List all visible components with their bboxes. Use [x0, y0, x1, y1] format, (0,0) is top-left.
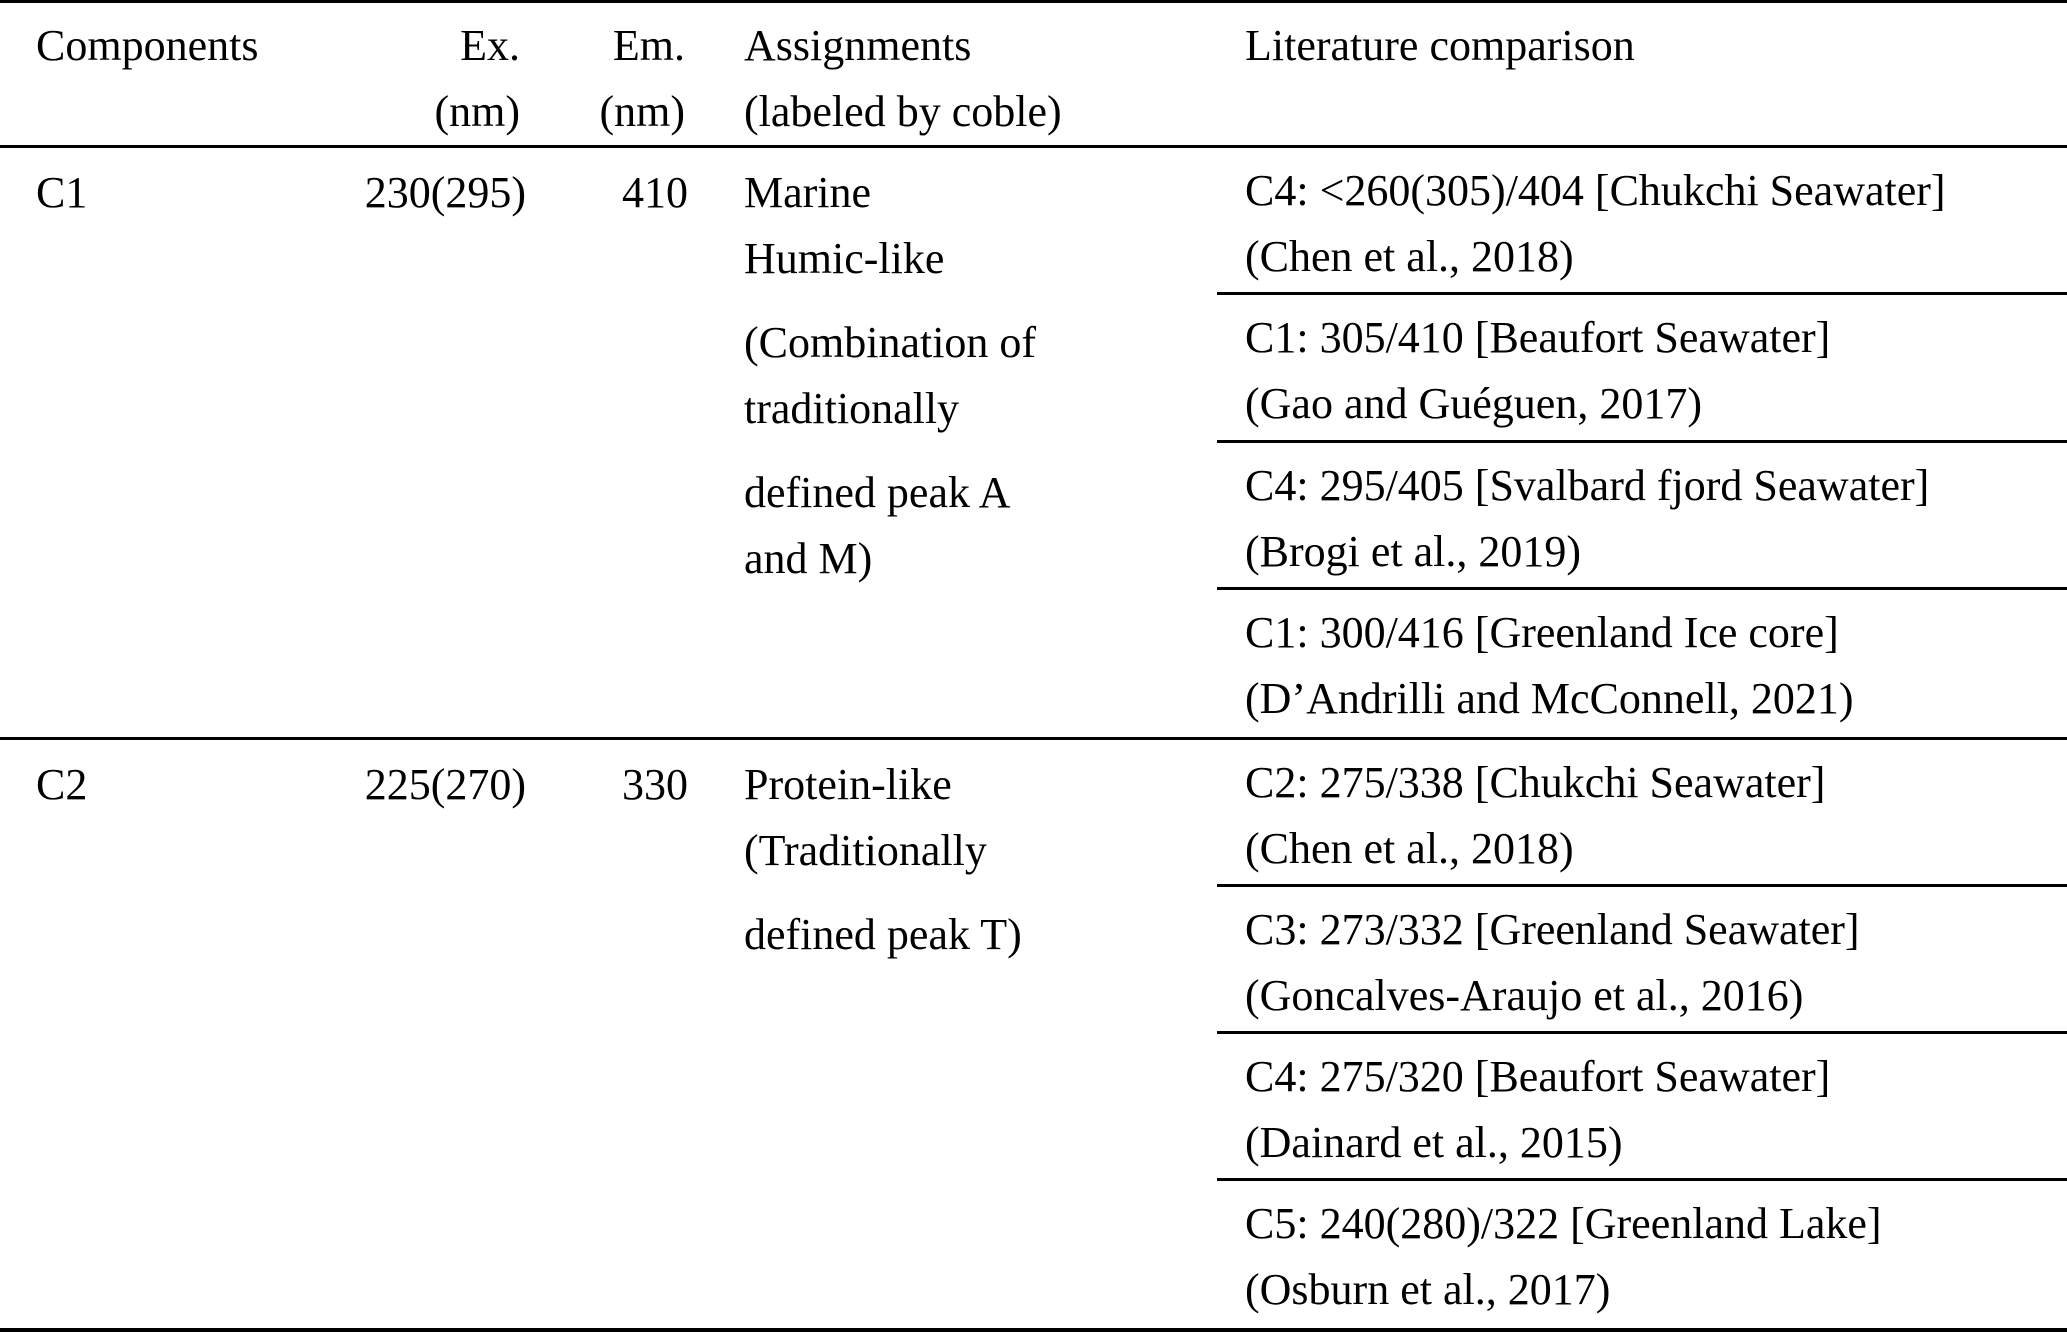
component-id: C2 [36, 760, 88, 809]
header-em [526, 13, 691, 145]
table-row-c1 [0, 148, 2067, 740]
c2-literature-entry-2 [1217, 887, 2067, 1034]
header-assignments-sublabel: (labeled by coble) [744, 87, 1062, 136]
table-header-row [0, 3, 2067, 148]
assignment-line: (Combination of [744, 318, 1037, 367]
c1-component-cell [0, 148, 290, 737]
assignment-line: Marine [744, 168, 872, 217]
ex-value: 230(295) [364, 168, 526, 217]
assignment-line: Protein-like [744, 760, 952, 809]
assignment-group [744, 160, 1217, 292]
header-literature [1217, 13, 2067, 145]
header-ex-label: Ex. [460, 21, 520, 70]
assignment-line: traditionally [744, 384, 960, 433]
literature-citation: (D’Andrilli and McConnell, 2021) [1245, 673, 1854, 723]
literature-ref: C4: 275/320 [Beaufort Seawater] [1245, 1052, 1831, 1101]
literature-citation: (Osburn et al., 2017) [1245, 1265, 1611, 1314]
literature-ref: C5: 240(280)/322 [Greenland Lake] [1245, 1199, 1882, 1248]
c2-assignment-cell [691, 740, 1217, 1328]
literature-citation: (Goncalves-Araujo et al., 2016) [1245, 971, 1804, 1020]
c1-literature-entry-1 [1217, 148, 2067, 295]
assignment-line: and M) [744, 534, 873, 583]
c2-literature-entry-3 [1217, 1034, 2067, 1181]
c1-literature-entry-4 [1217, 590, 2067, 737]
c1-ex-cell [290, 148, 526, 737]
literature-ref: C1: 300/416 [Greenland Ice core] [1245, 607, 1839, 657]
component-id: C1 [36, 168, 88, 217]
c2-ex-cell [290, 740, 526, 1328]
literature-citation: (Gao and Guéguen, 2017) [1245, 379, 1702, 429]
em-value: 410 [622, 168, 688, 217]
c2-component-cell [0, 740, 290, 1328]
c1-assignment-cell [691, 148, 1217, 737]
c2-literature-entry-4 [1217, 1181, 2067, 1328]
literature-ref: C4: 295/405 [Svalbard fjord Seawater] [1245, 460, 1930, 510]
literature-citation: (Brogi et al., 2019) [1245, 526, 1582, 576]
assignment-group [744, 310, 1217, 442]
assignment-group [744, 752, 1217, 884]
literature-citation: (Chen et al., 2018) [1245, 824, 1574, 873]
ex-value: 225(270) [364, 760, 526, 809]
assignment-line: defined peak A [744, 468, 1011, 517]
assignment-group [744, 460, 1217, 592]
literature-ref: C4: <260(305)/404 [Chukchi Seawater] [1245, 166, 1946, 215]
em-value: 330 [622, 760, 688, 809]
literature-ref: C2: 275/338 [Chukchi Seawater] [1245, 758, 1826, 807]
literature-citation: (Dainard et al., 2015) [1245, 1118, 1623, 1167]
header-components-label: Components [36, 21, 259, 70]
c2-em-cell [526, 740, 691, 1328]
literature-citation: (Chen et al., 2018) [1245, 232, 1574, 281]
literature-ref: C1: 305/410 [Beaufort Seawater] [1245, 313, 1831, 363]
header-assignments [691, 13, 1217, 145]
assignment-line: Humic-like [744, 234, 945, 283]
header-assignments-label: Assignments [744, 21, 972, 70]
header-literature-label: Literature comparison [1245, 21, 1635, 70]
assignment-line: defined peak T) [744, 910, 1022, 959]
assignment-group [744, 902, 1217, 968]
c1-literature-entry-2 [1217, 295, 2067, 442]
header-ex [290, 13, 526, 145]
literature-ref: C3: 273/332 [Greenland Seawater] [1245, 905, 1860, 954]
header-ex-unit: (nm) [434, 87, 520, 136]
c1-literature-entry-3 [1217, 443, 2067, 590]
header-em-unit: (nm) [599, 87, 685, 136]
header-em-label: Em. [612, 21, 685, 70]
header-components [0, 13, 290, 145]
assignment-line: (Traditionally [744, 826, 987, 875]
table-row-c2 [0, 740, 2067, 1328]
c1-em-cell [526, 148, 691, 737]
c2-literature-entry-1 [1217, 740, 2067, 887]
